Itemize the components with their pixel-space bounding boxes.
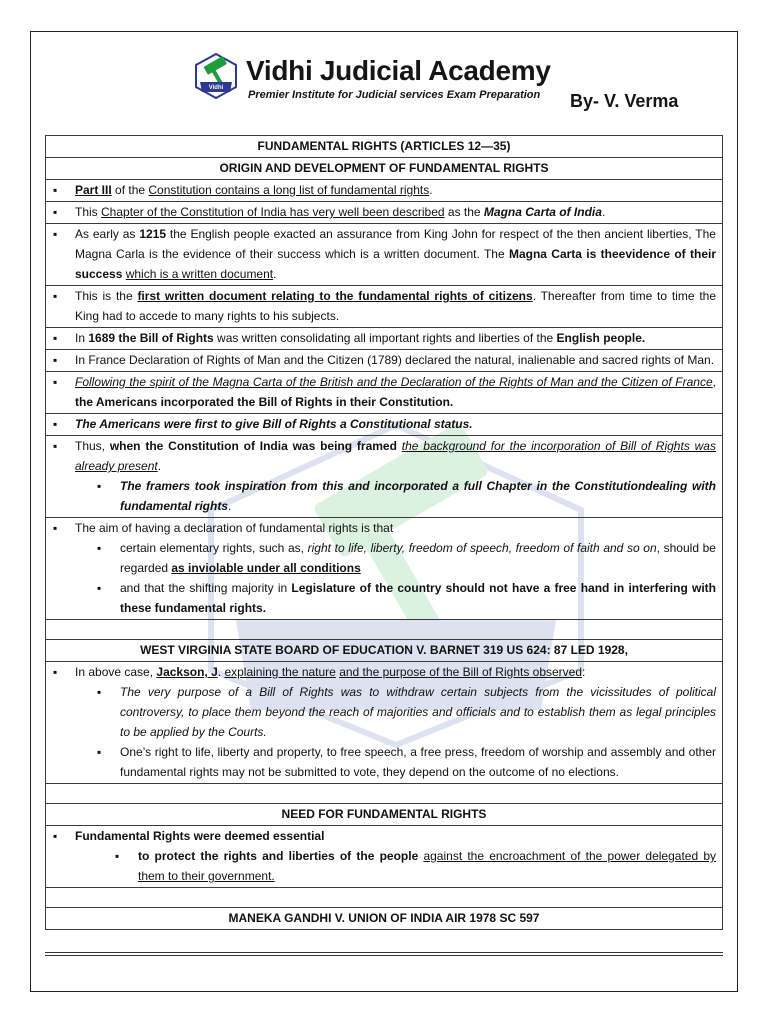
author-credit: By- V. Verma	[570, 91, 679, 111]
table-row	[46, 518, 723, 620]
table-row	[46, 804, 723, 826]
brand-title: Vidhi Judicial Academy	[246, 55, 551, 86]
table-row	[46, 350, 723, 372]
footer-divider	[45, 952, 723, 953]
list-item: ▪ Thus, when the Constitution of India was being framed the background for the incorporation of Bill of Rights was already present. ▪ The framers took inspiration from this and incorporated a full Chapter in the Constitutiondealing with fundamental rights.	[46, 436, 723, 518]
table-row	[46, 286, 723, 328]
blank-row	[46, 620, 723, 640]
table-row	[46, 414, 723, 436]
table-row	[46, 640, 723, 662]
table-row	[46, 328, 723, 350]
list-item: ▪ This is the first written document relating to the fundamental rights of citizens. Thereafter from time to time the King had to accede to many rights to his subjects.	[46, 286, 723, 328]
section-heading: NEED FOR FUNDAMENTAL RIGHTS	[46, 804, 723, 826]
table-row	[46, 436, 723, 518]
list-item: ▪ In above case, Jackson, J. explaining the nature and the purpose of the Bill of Rights observed: ▪ The very purpose of a Bill of Rights was to withdraw certain subjects from the vicissitudes of political controversy, to place them beyond the reach of majorities and officials and to establish them as legal principles to be applied by the Courts. ▪ One’s right to life, liberty and property, to free speech, a free press, freedom of worship and assembly and other fundamental rights may not be submitted to vote, they depend on the outcome of no elections.	[46, 662, 723, 784]
list-item: ▪ Part III of the Constitution contains a long list of fundamental rights.	[46, 180, 723, 202]
blank-row	[46, 784, 723, 804]
table-row	[46, 826, 723, 888]
table-row	[46, 158, 723, 180]
table-row	[46, 202, 723, 224]
table-row	[46, 224, 723, 286]
table-row	[46, 180, 723, 202]
academy-logo	[192, 52, 240, 100]
table-row	[46, 662, 723, 784]
list-item: ▪ In France Declaration of Rights of Man and the Citizen (1789) declared the natural, inalienable and sacred rights of Man.	[46, 350, 723, 372]
footer-divider	[45, 955, 723, 956]
table-row	[46, 136, 723, 158]
sub-list-item: ▪ One’s right to life, liberty and property, to free speech, a free press, freedom of worship and assembly and other fundamental rights may not be submitted to vote, they depend on the outcome of no elections.	[75, 742, 716, 782]
list-item: ▪ The Americans were first to give Bill of Rights a Constitutional status.	[46, 414, 723, 436]
sub-list-item: ▪ and that the shifting majority in Legislature of the country should not have a free hand in interfering with these fundamental rights.	[75, 578, 716, 618]
fundamental-rights-table	[45, 135, 723, 930]
sub-list-item: ▪ to protect the rights and liberties of the people against the encroachment of the power delegated by them to their government.	[75, 846, 716, 886]
list-item: ▪ As early as 1215 the English people exacted an assurance from King John for respect of the then ancient liberties, The Magna Carla is the evidence of their success which is a written document. The Magna Carta is theevidence of their success which is a written document.	[46, 224, 723, 286]
list-item: ▪ Following the spirit of the Magna Carta of the British and the Declaration of the Rights of Man and the Citizen of France, the Americans incorporated the Bill of Rights in their Constitution.	[46, 372, 723, 414]
list-item: ▪ In 1689 the Bill of Rights was written consolidating all important rights and liberties of the English people.	[46, 328, 723, 350]
table-row	[46, 372, 723, 414]
table-row	[46, 908, 723, 930]
list-item: ▪ The aim of having a declaration of fundamental rights is that ▪ certain elementary rights, such as, right to life, liberty, freedom of speech, freedom of faith and so on, should be regarded as inviolable under all conditions ▪ and that the shifting majority in Legislature of the country should not have a free hand in interfering with these fundamental rights.	[46, 518, 723, 620]
list-item: ▪ Fundamental Rights were deemed essential ▪ to protect the rights and liberties of the people against the encroachment of the power delegated by them to their government.	[46, 826, 723, 888]
sub-list-item: ▪ The framers took inspiration from this and incorporated a full Chapter in the Constitutiondealing with fundamental rights.	[75, 476, 716, 516]
section-heading: WEST VIRGINIA STATE BOARD OF EDUCATION V. BARNET 319 US 624: 87 LED 1928,	[46, 640, 723, 662]
table-row	[46, 620, 723, 640]
sub-list-item: ▪ The very purpose of a Bill of Rights was to withdraw certain subjects from the vicissitudes of political controversy, to place them beyond the reach of majorities and officials and to establish them as legal principles to be applied by the Courts.	[75, 682, 716, 742]
table-row	[46, 784, 723, 804]
sub-list-item: ▪ certain elementary rights, such as, right to life, liberty, freedom of speech, freedom of faith and so on, should be regarded as inviolable under all conditions	[75, 538, 716, 578]
section-heading: ORIGIN AND DEVELOPMENT OF FUNDAMENTAL RIGHTS	[46, 158, 723, 180]
table-row	[46, 888, 723, 908]
table-title: FUNDAMENTAL RIGHTS (ARTICLES 12—35)	[46, 136, 723, 158]
logo-text: Vidhi	[208, 85, 224, 91]
list-item: ▪ This Chapter of the Constitution of India has very well been described as the Magna Carta of India.	[46, 202, 723, 224]
section-heading: MANEKA GANDHI V. UNION OF INDIA AIR 1978 SC 597	[46, 908, 723, 930]
brand-tagline: Premier Institute for Judicial services Exam Preparation	[248, 89, 541, 101]
blank-row	[46, 888, 723, 908]
